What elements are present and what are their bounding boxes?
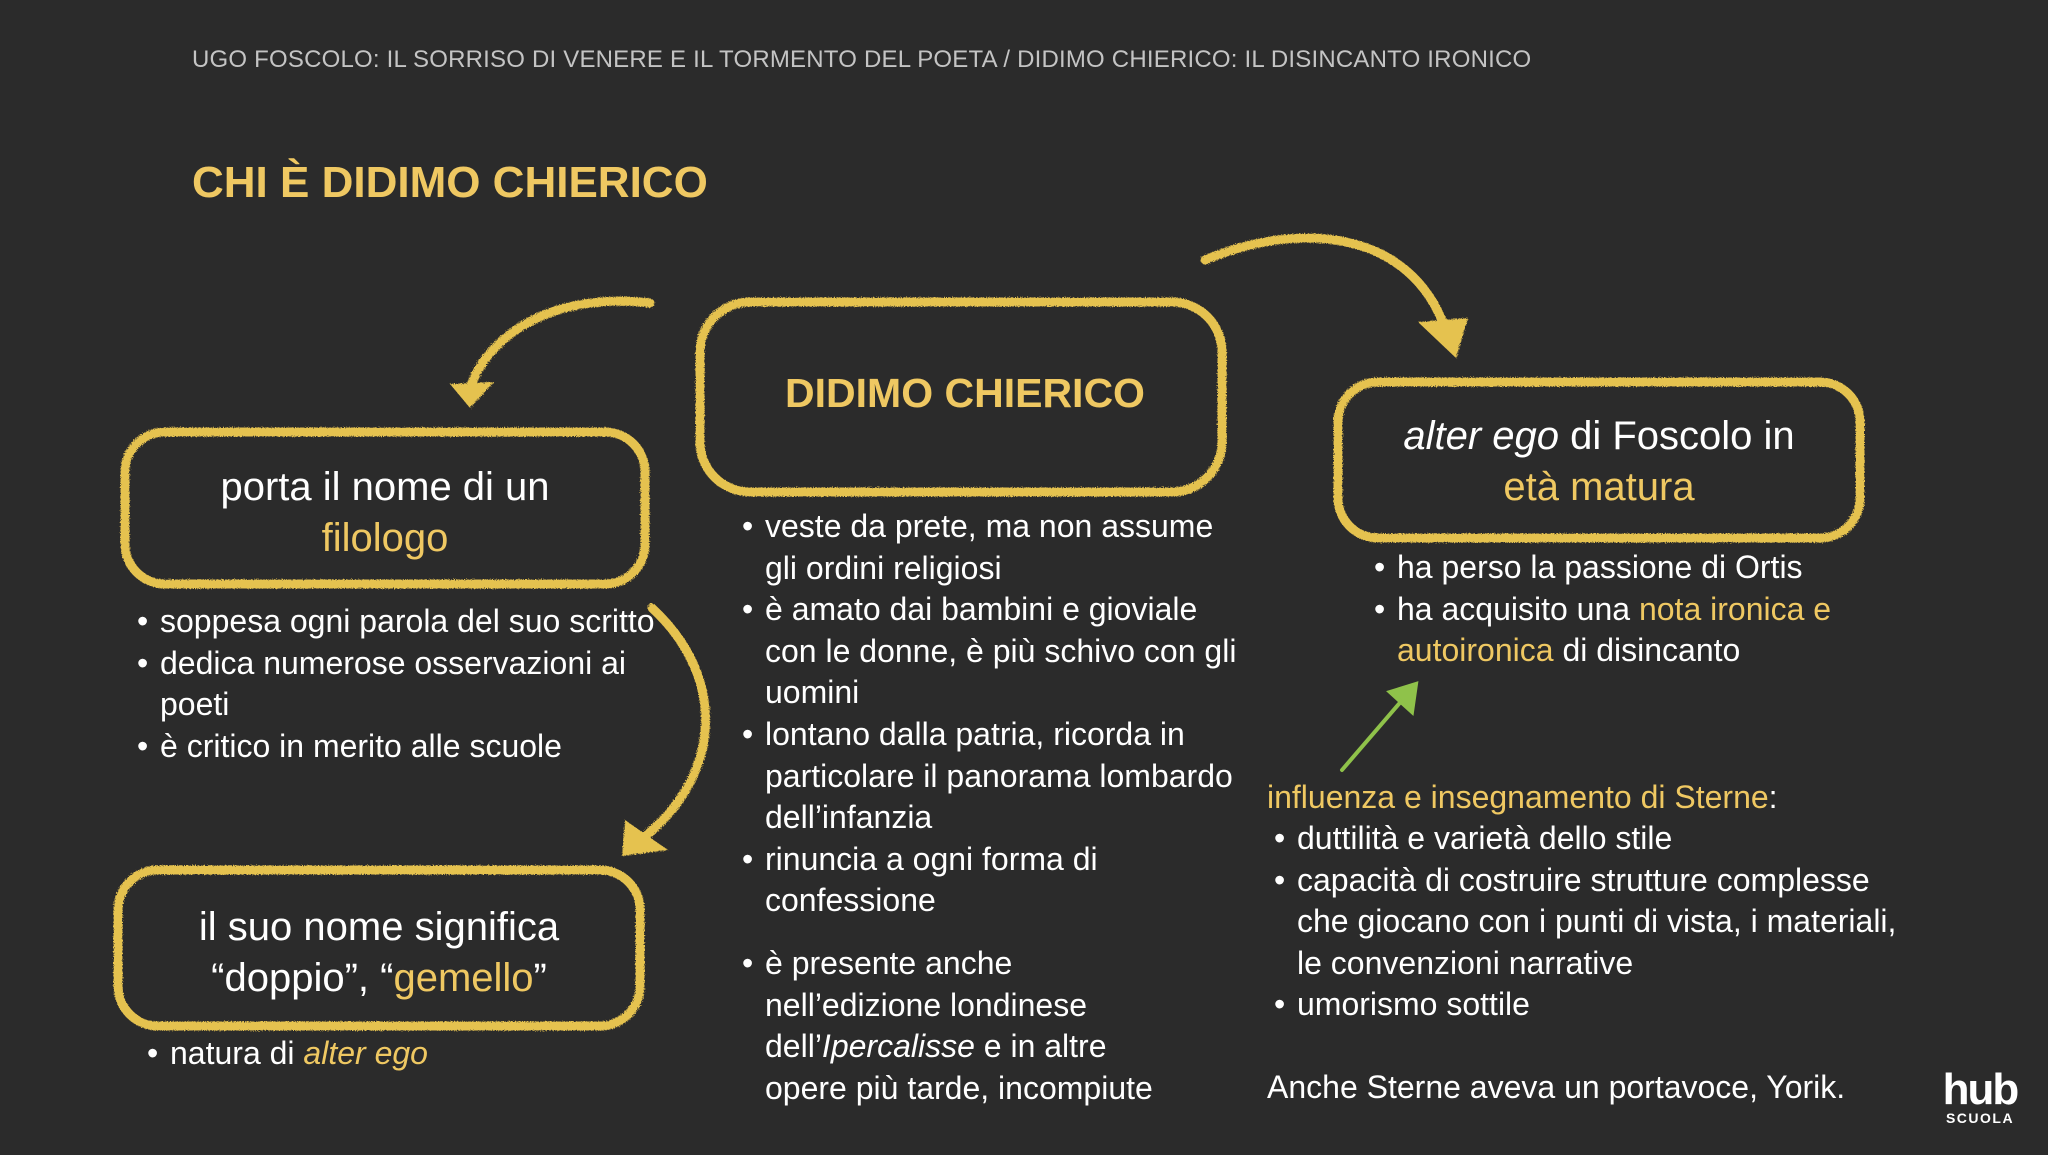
left-bottom-line1: il suo nome significa xyxy=(198,905,560,949)
right-top-line2: età matura xyxy=(1503,465,1695,509)
alter-ego-term: alter ego xyxy=(1403,414,1559,458)
center-bullet-list xyxy=(740,506,1240,922)
right-top-bullet-list xyxy=(1372,547,1882,672)
logo-main: hub xyxy=(1942,1065,2018,1114)
list-item: • è amato dai bambini e gioviale con le donne, è più schivo con gli uomini xyxy=(740,589,1240,714)
list-item: • umorismo sottile xyxy=(1272,984,1922,1026)
right-top-box-text xyxy=(1338,411,1860,513)
left-top-bullet-list xyxy=(135,601,655,767)
quote-doppio: “doppio”, “ xyxy=(211,956,394,1000)
sterne-heading-text: influenza e insegnamento di Sterne xyxy=(1267,779,1769,815)
center-extra-list xyxy=(740,943,1190,1109)
sterne-bullet-list xyxy=(1272,818,1922,1026)
bullet-suffix: di disincanto xyxy=(1553,632,1741,669)
list-item xyxy=(145,1033,565,1075)
list-item: • capacità di costruire strutture complesse che giocano con i punti di vista, i materiali, le convenzioni narrative xyxy=(1272,860,1922,985)
bullet-prefix: ha acquisito una xyxy=(1397,590,1639,627)
list-item: • dedica numerose osservazioni ai poeti xyxy=(135,643,655,726)
arrow-to-right-top xyxy=(1205,238,1445,328)
left-top-line1: porta il nome di un xyxy=(220,465,550,509)
extra-prefix: è presente anche nell’edizione londinese dell’ xyxy=(765,945,1088,1065)
right-top-line1 xyxy=(1338,411,1860,462)
left-top-line2: filologo xyxy=(321,516,449,560)
list-item: • duttilità e varietà dello stile xyxy=(1272,818,1922,860)
closing-note: Anche Sterne aveva un portavoce, Yorik. xyxy=(1267,1069,1846,1105)
extra-suffix: e in altre opere più tarde, incompiute xyxy=(765,1028,1153,1106)
list-item: • rinuncia a ogni forma di confessione xyxy=(740,839,1240,922)
list-item xyxy=(1372,589,1882,672)
list-item: • soppesa ogni parola del suo scritto xyxy=(135,601,655,643)
left-bottom-bullet-list xyxy=(145,1033,565,1075)
sterne-heading xyxy=(1267,777,1778,819)
word-gemello: gemello xyxy=(393,956,534,1000)
right-top-line1-rest: di Foscolo in xyxy=(1559,414,1795,458)
list-item: • veste da prete, ma non assume gli ordini religiosi xyxy=(740,506,1240,589)
arrowhead-right-top xyxy=(1418,318,1468,358)
list-item xyxy=(740,943,1190,1109)
list-item: • è critico in merito alle scuole xyxy=(135,726,655,768)
left-bottom-box-text xyxy=(118,902,640,1004)
ironic-note: nota ironica e autoironica xyxy=(1397,590,1832,669)
bullet-prefix: natura di xyxy=(170,1035,304,1071)
breadcrumb: UGO FOSCOLO: IL SORRISO DI VENERE E IL TORMENTO DEL POETA / DIDIMO CHIERICO: IL DISINCANTO IRONICO xyxy=(192,46,1532,73)
arrow-to-left-top xyxy=(470,301,650,388)
left-top-box-text xyxy=(125,462,645,564)
arrowhead-left-top xyxy=(450,382,494,408)
page-title: CHI È DIDIMO CHIERICO xyxy=(192,158,708,207)
logo-sub: SCUOLA xyxy=(1945,1110,2015,1126)
list-item: • lontano dalla patria, ricorda in particolare il panorama lombardo dell’infanzia xyxy=(740,714,1240,839)
ipercalisse-title: Ipercalisse xyxy=(821,1028,975,1065)
left-bottom-line2 xyxy=(118,953,640,1004)
center-box-title: DIDIMO CHIERICO xyxy=(785,370,1145,416)
alter-ego-term: alter ego xyxy=(303,1035,428,1071)
list-item: • ha perso la passione di Ortis xyxy=(1372,547,1882,589)
green-arrow-shaft xyxy=(1342,698,1404,770)
sterne-heading-colon: : xyxy=(1768,779,1778,815)
closing-quote: ” xyxy=(533,956,547,1000)
hub-scuola-logo xyxy=(1940,1065,2020,1126)
